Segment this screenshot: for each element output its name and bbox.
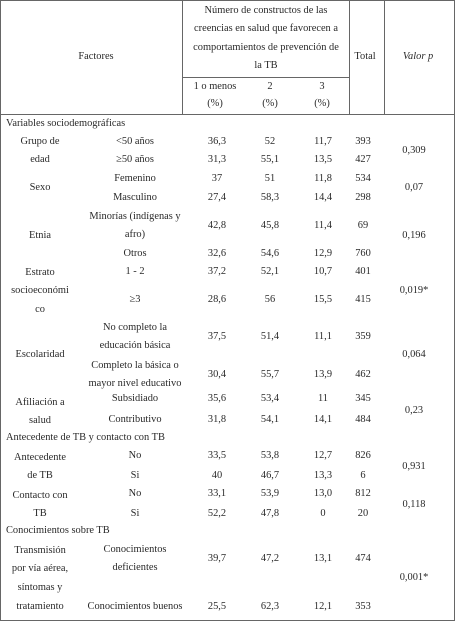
header-group-line2: creencias en salud que favorecen a <box>194 23 338 34</box>
cell-total: 534 <box>355 173 371 184</box>
cell-total: 20 <box>357 508 369 519</box>
factor-transmision: tratamiento <box>16 601 64 612</box>
cell-3: 13,9 <box>313 369 333 380</box>
header-col1-a: 1 o menos <box>193 81 237 92</box>
row-category: afro) <box>124 229 146 240</box>
cell-3: 13,5 <box>313 154 333 165</box>
cell-total: 393 <box>355 136 371 147</box>
cell-1-o-menos: 30,4 <box>207 369 227 380</box>
row-category: No <box>128 450 142 461</box>
factor-afiliacion: salud <box>29 415 51 426</box>
cell-total: 427 <box>355 154 371 165</box>
row-category: Contributivo <box>108 414 162 425</box>
row-category: ≥50 años <box>116 154 154 165</box>
cell-2: 53,9 <box>260 488 280 499</box>
cell-total: 69 <box>357 220 369 231</box>
cell-2: 52,1 <box>260 266 280 277</box>
pvalue-estrato: 0,019* <box>399 285 429 296</box>
cell-1-o-menos: 33,1 <box>207 488 227 499</box>
pvalue-transmision: 0,001* <box>399 572 429 583</box>
cell-1-o-menos: 52,2 <box>207 508 227 519</box>
cell-total: 359 <box>355 331 371 342</box>
cell-total: 345 <box>355 393 371 404</box>
section-conocimientos: Conocimientos sobre TB <box>6 525 110 536</box>
factor-transmision: síntomas y <box>17 582 63 593</box>
cell-2: 55,7 <box>260 369 280 380</box>
cell-2: 45,8 <box>260 220 280 231</box>
row-category: Completo la básica o <box>91 360 179 371</box>
factor-transmision: por vía aérea, <box>11 563 69 574</box>
header-group-line3: comportamientos de prevención de <box>193 42 339 53</box>
row-category: Si <box>130 470 140 481</box>
rule-left <box>0 0 1 621</box>
cell-2: 51 <box>264 173 276 184</box>
row-category: mayor nivel educativo <box>88 378 182 389</box>
cell-1-o-menos: 42,8 <box>207 220 227 231</box>
row-category: 1 - 2 <box>125 266 145 277</box>
cell-3: 13,3 <box>313 470 333 481</box>
header-group-line4: la TB <box>254 60 278 71</box>
factor-escolaridad: Escolaridad <box>15 349 65 360</box>
cell-3: 11,8 <box>314 173 332 184</box>
cell-1-o-menos: 33,5 <box>207 450 227 461</box>
cell-2: 47,8 <box>260 508 280 519</box>
factor-etnia: Etnia <box>29 230 51 241</box>
cell-3: 0 <box>320 508 326 519</box>
cell-1-o-menos: 25,5 <box>207 601 227 612</box>
cell-3: 12,7 <box>313 450 333 461</box>
rule-top <box>0 0 455 1</box>
cell-2: 53,8 <box>260 450 280 461</box>
cell-total: 353 <box>355 601 371 612</box>
cell-2: 54,1 <box>260 414 280 425</box>
header-col1-b: (%) <box>207 98 223 109</box>
header-valor-p: Valor p <box>402 51 434 62</box>
pvalue-escolaridad: 0,064 <box>402 349 426 360</box>
cell-total: 298 <box>355 192 371 203</box>
cell-3: 13,1 <box>313 553 333 564</box>
cell-1-o-menos: 36,3 <box>207 136 227 147</box>
section-sociodemograficas: Variables sociodemográficas <box>6 118 126 129</box>
row-category: Otros <box>123 248 147 259</box>
cell-total: 484 <box>355 414 371 425</box>
cell-total: 401 <box>355 266 371 277</box>
cell-total: 6 <box>360 470 366 481</box>
cell-2: 47,2 <box>260 553 280 564</box>
row-category: Minorías (indígenas y <box>89 211 181 222</box>
cell-3: 14,1 <box>313 414 333 425</box>
factor-transmision: Transmisión <box>14 545 66 556</box>
factor-grupo-edad: Grupo de <box>20 136 60 147</box>
cell-3: 15,5 <box>313 294 333 305</box>
row-category: <50 años <box>116 136 154 147</box>
row-category: educación básica <box>99 340 171 351</box>
header-col2-a: 2 <box>267 81 273 92</box>
pvalue-antecedente: 0,931 <box>402 461 426 472</box>
row-category: Si <box>130 508 140 519</box>
header-col3-b: (%) <box>314 98 330 109</box>
cell-1-o-menos: 37,5 <box>207 331 227 342</box>
cell-1-o-menos: 28,6 <box>207 294 227 305</box>
row-category: Masculino <box>113 192 157 203</box>
row-category: No completo la <box>102 322 168 333</box>
cell-3: 11,1 <box>314 331 332 342</box>
cell-1-o-menos: 31,3 <box>207 154 227 165</box>
factor-estrato: Estrato <box>25 267 55 278</box>
row-category: Conocimientos buenos <box>87 601 183 612</box>
cell-3: 10,7 <box>313 266 333 277</box>
cell-total: 474 <box>355 553 371 564</box>
pvalue-edad: 0,309 <box>402 145 426 156</box>
header-total: Total <box>354 51 376 62</box>
header-factores: Factores <box>78 51 114 62</box>
factor-contacto: TB <box>33 508 47 519</box>
factor-grupo-edad: edad <box>30 154 50 165</box>
section-antecedente: Antecedente de TB y contacto con TB <box>6 432 165 443</box>
cell-3: 11,7 <box>314 136 332 147</box>
cell-2: 58,3 <box>260 192 280 203</box>
cell-3: 11,4 <box>314 220 332 231</box>
rule-header-bottom <box>0 114 455 115</box>
factor-estrato: socioeconómi <box>11 285 69 296</box>
factor-antecedente: Antecedente <box>14 452 66 463</box>
row-category: ≥3 <box>129 294 141 305</box>
rule-pvalue-left <box>384 0 385 114</box>
cell-2: 56 <box>264 294 276 305</box>
header-group-line1: Número de constructos de las <box>204 5 328 16</box>
cell-1-o-menos: 40 <box>211 470 223 481</box>
cell-total: 462 <box>355 369 371 380</box>
cell-total: 812 <box>355 488 371 499</box>
row-category: Subsidiado <box>111 393 159 404</box>
cell-1-o-menos: 32,6 <box>207 248 227 259</box>
cell-2: 53,4 <box>260 393 280 404</box>
cell-2: 46,7 <box>260 470 280 481</box>
cell-1-o-menos: 37 <box>211 173 223 184</box>
cell-2: 62,3 <box>260 601 280 612</box>
header-col3-a: 3 <box>319 81 325 92</box>
row-category: Conocimientos <box>103 544 167 555</box>
row-category: Femenino <box>114 173 156 184</box>
rule-total-left <box>349 0 350 114</box>
cell-3: 14,4 <box>313 192 333 203</box>
cell-3: 13,0 <box>313 488 333 499</box>
row-category: No <box>128 488 142 499</box>
pvalue-etnia: 0,196 <box>402 230 426 241</box>
factor-antecedente: de TB <box>27 470 53 481</box>
factor-contacto: Contacto con <box>12 490 68 501</box>
pvalue-afiliacion: 0,23 <box>404 405 424 416</box>
cell-2: 54,6 <box>260 248 280 259</box>
row-category: deficientes <box>112 562 158 573</box>
cell-1-o-menos: 39,7 <box>207 553 227 564</box>
pvalue-contacto: 0,118 <box>402 499 426 510</box>
header-col2-b: (%) <box>262 98 278 109</box>
cell-total: 415 <box>355 294 371 305</box>
cell-1-o-menos: 37,2 <box>207 266 227 277</box>
pvalue-sexo: 0,07 <box>404 182 424 193</box>
rule-group-header <box>182 77 350 78</box>
factor-estrato: co <box>35 304 45 315</box>
cell-1-o-menos: 35,6 <box>207 393 227 404</box>
factor-sexo: Sexo <box>29 182 51 193</box>
rule-factors <box>182 0 183 114</box>
cell-1-o-menos: 27,4 <box>207 192 227 203</box>
cell-2: 55,1 <box>260 154 280 165</box>
cell-3: 12,9 <box>313 248 333 259</box>
cell-1-o-menos: 31,8 <box>207 414 227 425</box>
cell-3: 11 <box>317 393 329 404</box>
cell-2: 51,4 <box>260 331 280 342</box>
cell-3: 12,1 <box>313 601 333 612</box>
cell-total: 826 <box>355 450 371 461</box>
cell-total: 760 <box>355 248 371 259</box>
cell-2: 52 <box>264 136 276 147</box>
factor-afiliacion: Afiliación a <box>15 397 65 408</box>
